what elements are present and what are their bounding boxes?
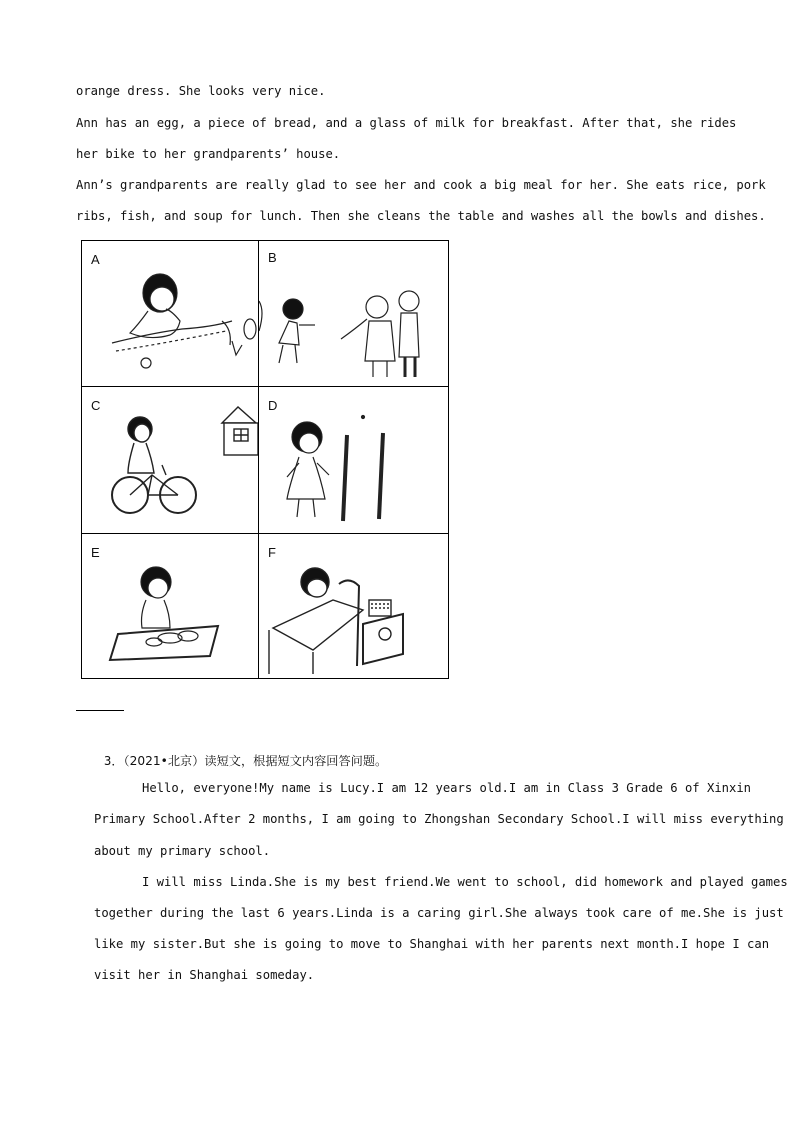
question-3-line-2: Primary School.After 2 months, I am going to Zhongshan Secondary School.I will miss everything — [94, 812, 784, 826]
question-instruction: 读短文，根据短文内容回答问题。 — [204, 754, 388, 768]
picture-d — [259, 387, 435, 533]
grandparents-illustration — [259, 241, 449, 387]
picture-grid — [81, 240, 449, 679]
bike-illustration — [82, 387, 258, 533]
picture-c — [82, 387, 258, 533]
answer-blank — [76, 710, 124, 711]
question-3-heading — [104, 752, 387, 769]
picture-a — [82, 241, 258, 387]
question-3-line-6: like my sister.But she is going to move to Shanghai with her parents next month.I hope I can — [94, 937, 770, 951]
picture-label: E — [91, 545, 100, 560]
passage-line-5: ribs, fish, and soup for lunch. Then she cleans the table and washes all the bowls and dishes. — [76, 209, 766, 223]
picture-label: C — [91, 398, 101, 413]
passage-line-3: her bike to her grandparents’ house. — [76, 147, 341, 161]
bed-illustration — [259, 534, 449, 680]
passage-line-2: Ann has an egg, a piece of bread, and a glass of milk for breakfast. After that, she rides — [76, 116, 737, 130]
picture-e — [82, 534, 258, 680]
breakfast-illustration — [82, 241, 258, 387]
picture-label: D — [268, 398, 278, 413]
table-illustration — [82, 534, 258, 680]
picture-label: F — [268, 545, 276, 560]
picture-label: A — [91, 252, 100, 267]
picture-label: B — [268, 250, 277, 265]
picture-f — [259, 534, 435, 680]
question-source: （2021•北京） — [123, 754, 205, 768]
question-3-line-5: together during the last 6 years.Linda is a caring girl.She always took care of me.She is just — [94, 906, 784, 920]
question-3-line-1: Hello, everyone!My name is Lucy.I am 12 years old.I am in Class 3 Grade 6 of Xinxin — [142, 781, 752, 795]
question-3-line-7: visit her in Shanghai someday. — [94, 968, 315, 982]
question-3-line-3: about my primary school. — [94, 844, 271, 858]
passage-line-1: orange dress. She looks very nice. — [76, 84, 326, 98]
chopsticks-illustration — [259, 387, 449, 533]
passage-line-4: Ann’s grandparents are really glad to see her and cook a big meal for her. She eats rice, pork — [76, 178, 766, 192]
question-3-line-4: I will miss Linda.She is my best friend.We went to school, did homework and played games — [142, 875, 788, 889]
question-number: 3． — [104, 754, 124, 768]
picture-b — [259, 241, 435, 387]
